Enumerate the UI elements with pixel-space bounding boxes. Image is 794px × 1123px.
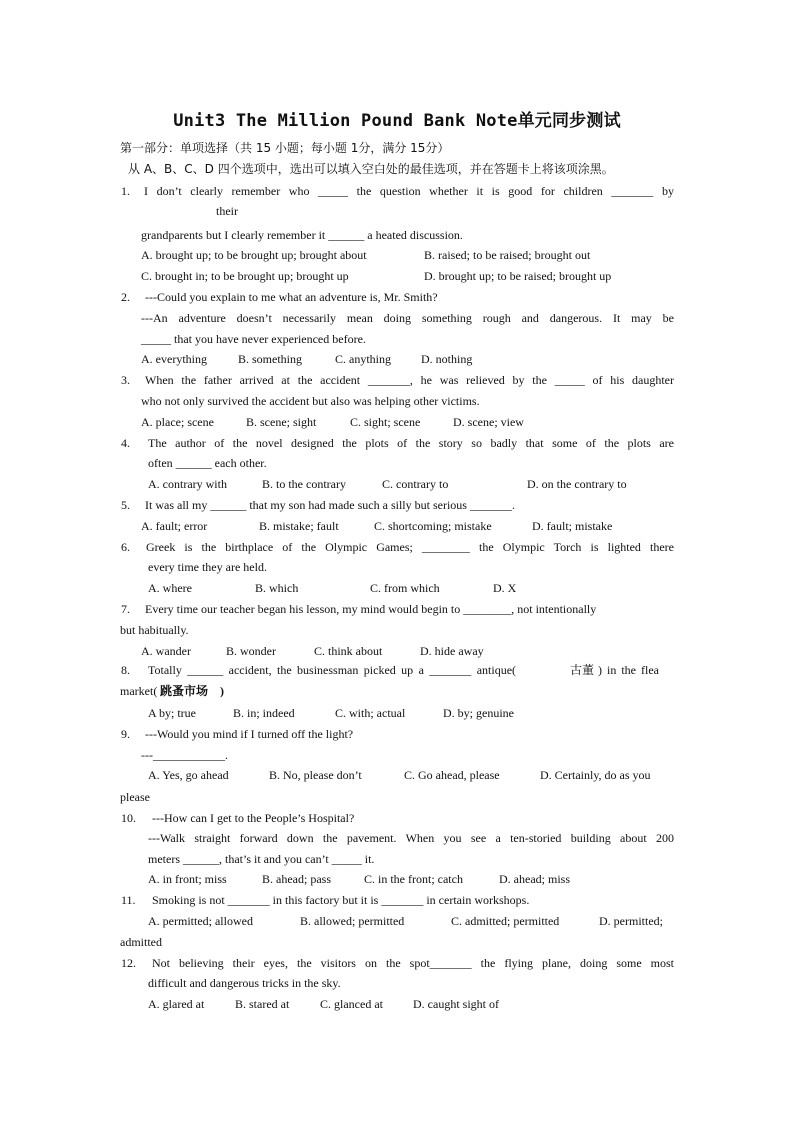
answer-option: A. in front; miss	[148, 872, 227, 886]
answer-option: D. Certainly, do as you	[540, 768, 651, 782]
answer-option: C. sight; scene	[350, 415, 421, 429]
question-stem: ---____________.	[141, 748, 228, 762]
answer-option: A. where	[148, 581, 192, 595]
question-stem-chinese: 跳蚤市场	[160, 684, 209, 698]
question-number: 12.	[121, 956, 136, 970]
answer-option: B. stared at	[235, 997, 290, 1011]
answer-option: D. brought up; to be raised; brought up	[424, 269, 612, 283]
answer-option: D. caught sight of	[413, 997, 499, 1011]
answer-option: B. raised; to be raised; brought out	[424, 248, 591, 262]
answer-option: admitted	[120, 935, 162, 949]
question-number: 6.	[121, 540, 130, 554]
question-stem: ) in the flea	[598, 663, 659, 677]
answer-option: B. which	[255, 581, 299, 595]
question-stem: their	[216, 204, 238, 218]
answer-option: C. in the front; catch	[364, 872, 463, 886]
answer-option: D. nothing	[421, 352, 473, 366]
answer-option: C. think about	[314, 644, 383, 658]
answer-option: A. Yes, go ahead	[148, 768, 229, 782]
answer-option: C. shortcoming; mistake	[374, 519, 492, 533]
answer-option: B. to the contrary	[262, 477, 346, 491]
answer-option: C. admitted; permitted	[451, 914, 560, 928]
question-number: 4.	[121, 436, 130, 450]
answer-option: A. glared at	[148, 997, 205, 1011]
answer-option: A. wander	[141, 644, 191, 658]
question-stem: often ______ each other.	[148, 456, 267, 470]
question-stem: Greek is the birthplace of the Olympic Games; ________ the Olympic Torch is lighted there	[146, 540, 674, 554]
answer-option: B. wonder	[226, 644, 276, 658]
answer-option: C. brought in; to be brought up; brought up	[141, 269, 349, 283]
answer-option: A. permitted; allowed	[148, 914, 253, 928]
answer-option: please	[120, 790, 150, 804]
answer-option: D. X	[493, 581, 517, 595]
answer-option: D. scene; view	[453, 415, 524, 429]
answer-option: A. brought up; to be brought up; brought about	[141, 248, 367, 262]
title-english: Unit3 The Million Pound Bank Note	[173, 111, 518, 131]
question-stem: grandparents but I clearly remember it ______ a heated discussion.	[141, 228, 463, 242]
question-stem: Smoking is not _______ in this factory but it is _______ in certain workshops.	[152, 893, 530, 907]
question-stem: Every time our teacher began his lesson, my mind would begin to ________, not intentionally	[145, 602, 597, 616]
question-stem: Totally ______ accident, the businessman picked up a _______ antique(	[148, 663, 517, 677]
answer-option: B. No, please don’t	[269, 768, 362, 782]
question-stem: meters ______, that’s it and you can’t _____ it.	[148, 852, 375, 866]
question-number: 1.	[121, 184, 130, 198]
question-stem: It was all my ______ that my son had made such a silly but serious _______.	[145, 498, 515, 512]
answer-option: C. from which	[370, 581, 440, 595]
answer-option: B. ahead; pass	[262, 872, 331, 886]
answer-option: C. contrary to	[382, 477, 449, 491]
question-number: 7.	[121, 602, 130, 616]
section-heading: 第一部分：单项选择（共 15 小题；每小题 1分，满分 15分）	[120, 141, 450, 155]
question-stem: Not believing their eyes, the visitors on the spot_______ the flying plane, doing some most	[152, 956, 674, 970]
question-stem: ---Walk straight forward down the pavement. When you see a ten-storied building about 200	[148, 831, 674, 845]
answer-option: A by; true	[148, 706, 196, 720]
question-stem: )	[220, 684, 224, 698]
question-stem: ---Would you mind if I turned off the light?	[145, 727, 354, 741]
question-stem: The author of the novel designed the plots of the story so badly that some of the plots are	[148, 436, 674, 450]
question-number: 11.	[121, 893, 136, 907]
section-instruction: 从 A、B、C、D 四个选项中，选出可以填入空白处的最佳选项，并在答题卡上将该项涂黑。	[128, 162, 614, 176]
answer-option: D. ahead; miss	[499, 872, 570, 886]
answer-option: A. place; scene	[141, 415, 214, 429]
question-stem: When the father arrived at the accident _______, he was relieved by the _____ of his daughter	[145, 373, 674, 387]
question-number: 10.	[121, 811, 136, 825]
answer-option: C. anything	[335, 352, 391, 366]
question-number: 8.	[121, 663, 130, 677]
question-stem: difficult and dangerous tricks in the sky.	[148, 976, 341, 990]
answer-option: D. on the contrary to	[527, 477, 627, 491]
answer-option: B. mistake; fault	[259, 519, 339, 533]
question-number: 9.	[121, 727, 130, 741]
answer-option: B. scene; sight	[246, 415, 317, 429]
answer-option: B. allowed; permitted	[300, 914, 405, 928]
question-stem: ---How can I get to the People’s Hospital?	[152, 811, 355, 825]
question-number: 3.	[121, 373, 130, 387]
answer-option: C. glanced at	[320, 997, 383, 1011]
question-stem: but habitually.	[120, 623, 189, 637]
answer-option: A. fault; error	[141, 519, 208, 533]
question-stem: market(	[120, 684, 158, 698]
title-chinese: 单元同步测试	[517, 111, 621, 131]
question-stem: I don’t clearly remember who _____ the question whether it is good for children _______ by	[144, 184, 674, 198]
question-stem-chinese: 古董	[570, 663, 595, 677]
answer-option: C. Go ahead, please	[404, 768, 500, 782]
answer-option: A. everything	[141, 352, 207, 366]
page-title	[0, 106, 794, 131]
answer-option: D. hide away	[420, 644, 484, 658]
answer-option: D. fault; mistake	[532, 519, 613, 533]
question-stem: who not only survived the accident but also was helping other victims.	[141, 394, 480, 408]
question-number: 2.	[121, 290, 130, 304]
answer-option: A. contrary with	[148, 477, 227, 491]
answer-option: B. something	[238, 352, 303, 366]
question-stem: ---An adventure doesn’t necessarily mean doing something rough and dangerous. It may be	[141, 311, 674, 325]
question-stem: every time they are held.	[148, 560, 267, 574]
answer-option: B. in; indeed	[233, 706, 295, 720]
question-stem: ---Could you explain to me what an adventure is, Mr. Smith?	[145, 290, 438, 304]
answer-option: D. by; genuine	[443, 706, 514, 720]
question-stem: _____ that you have never experienced before.	[141, 332, 366, 346]
answer-option: C. with; actual	[335, 706, 406, 720]
question-number: 5.	[121, 498, 130, 512]
answer-option: D. permitted;	[599, 914, 663, 928]
